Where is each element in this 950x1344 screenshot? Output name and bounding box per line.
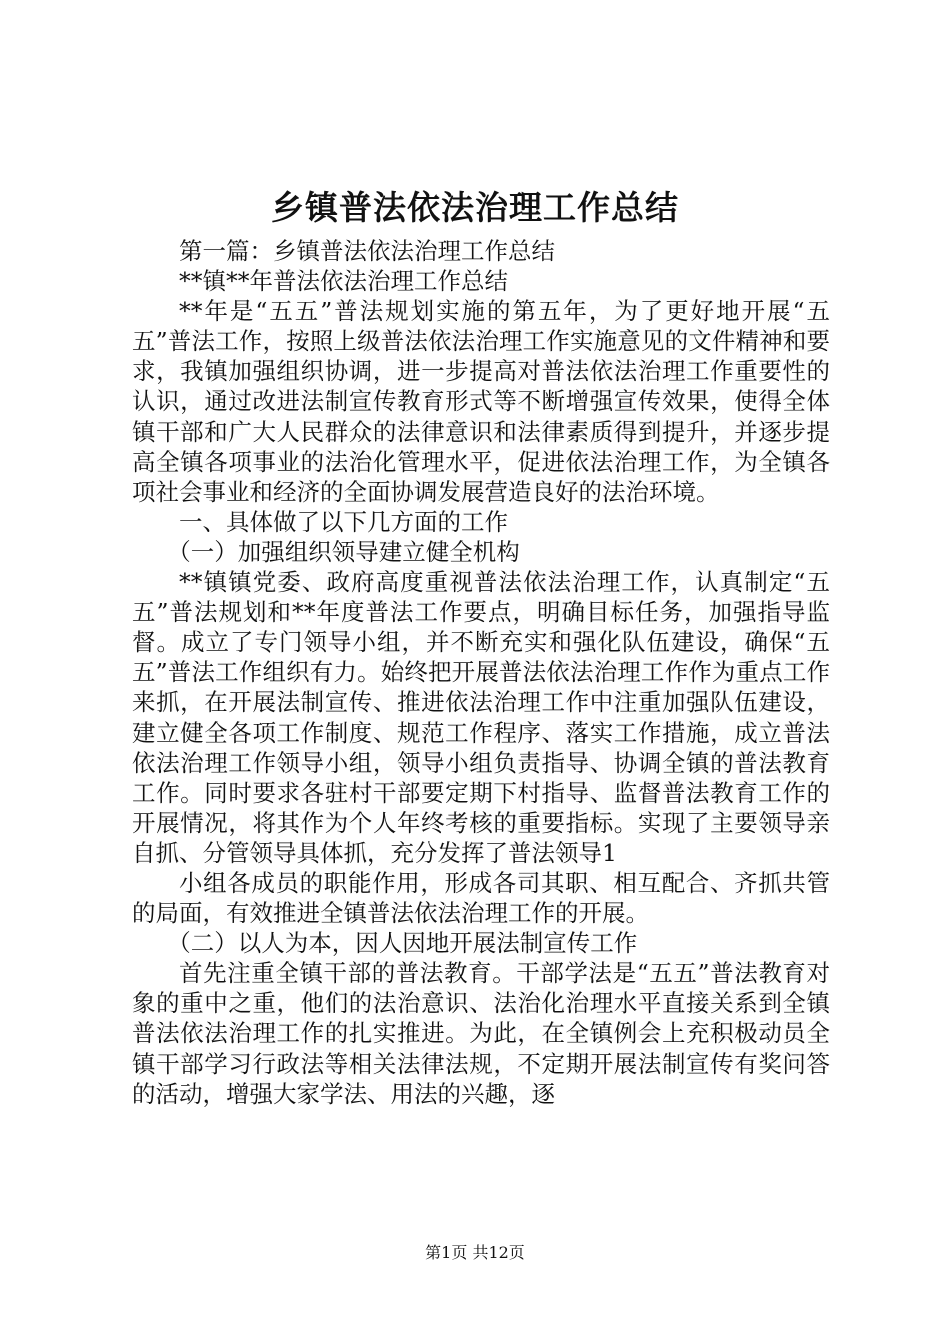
document-title: 乡镇普法依法治理工作总结 <box>271 188 679 227</box>
paragraph-organization: **镇镇党委、政府高度重视普法依法治理工作，认真制定“五五”普法规划和**年度普法工作要点，明确目标任务，加强指导监督。成立了专门领导小组，并不断充实和强化队伍建设，确保“五五”普法工作组织有力。始终把开展普法依法治理工作作为重点工作来抓，在开展法制宣传、推进依法治理工作中注重加强队伍建设，建立健全各项工作制度、规范工作程序、落实工作措施，成立普法依法治理工作领导小组，领导小组负责指导、协调全镇的普法教育工作。同时要求各驻村干部要定期下村指导、监督普法教育工作的开展情况，将其作为个人年终考核的重要指标。实现了主要领导亲自抓、分管领导具体抓，充分发挥了普法领导1 <box>132 568 830 867</box>
document-body <box>132 236 830 1109</box>
paragraph-cadre-education: 首先注重全镇干部的普法教育。干部学法是“五五”普法教育对象的重中之重，他们的法治意识、法治化治理水平直接关系到全镇普法依法治理工作的扎实推进。为此，在全镇例会上充积极动员全镇干部学习行政法等相关法律法规，不定期开展法制宣传有奖问答的活动，增强大家学法、用法的兴趣，逐 <box>132 959 830 1108</box>
subsection-heading-2: （二）以人为本，因人因地开展法制宣传工作 <box>167 929 638 958</box>
paragraph-intro: **年是“五五”普法规划实施的第五年，为了更好地开展“五五”普法工作，按照上级普法依法治理工作实施意见的文件精神和要求，我镇加强组织协调，进一步提高对普法依法治理工作重要性的认识，通过改进法制宣传教育形式等不断增强宣传效果，使得全体镇干部和广大人民群众的法律意识和法律素质得到提升，并逐步提高全镇各项事业的法治化管理水平，促进依法治理工作，为全镇各项社会事业和经济的全面协调发展营造良好的法治环境。 <box>132 297 830 506</box>
subsection-heading-1: （一）加强组织领导建立健全机构 <box>167 537 520 566</box>
page-footer: 第1页 共12页 <box>425 1243 525 1262</box>
paragraph-report-title: **镇**年普法依法治理工作总结 <box>179 267 508 296</box>
section-heading-1: 一、具体做了以下几方面的工作 <box>179 507 508 536</box>
paragraph-chapter-heading: 第一篇：乡镇普法依法治理工作总结 <box>179 237 555 265</box>
paragraph-organization-cont: 小组各成员的职能作用，形成各司其职、相互配合、齐抓共管的局面，有效推进全镇普法依法治理工作的开展。 <box>132 868 830 928</box>
